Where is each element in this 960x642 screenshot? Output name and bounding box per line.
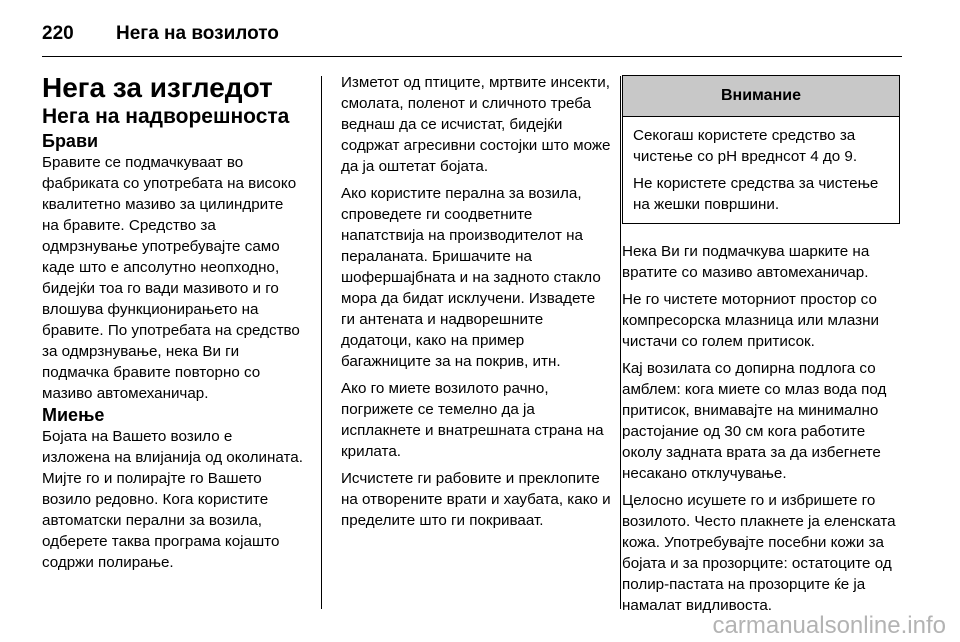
column-right <box>622 72 907 616</box>
paragraph: Целосно исушете го и избришете го возилото. Често плакнете ја еленската кожа. Употребувајте посебни кожи за бојата и за прозорците: остатоците од полир-пастата на прозорците ќе ја намалат видливоста. <box>622 492 896 614</box>
watermark-text: carmanualsonline.info <box>712 612 946 639</box>
notice-text: Секогаш користете средство за чистење со pH вреднсот 4 до 9. <box>633 127 858 165</box>
column-divider <box>321 76 322 609</box>
column-middle <box>341 72 611 531</box>
page-number: 220 <box>42 23 74 44</box>
paragraph: Изметот од птиците, мртвите инсекти, смолата, поленот и сличното треба веднаш да се исчистат, бидејќи содржат агресивни состојки што може да ја оштетат бојата. <box>341 74 611 175</box>
section-body-locks: Бравите се подмачкуваат во фабриката со употребата на високо квалитетно мазиво за цилиндрите на бравите. Средство за одмрзнување употребувајте само каде што е апсолутно неопходно, бидејќи тоа го вади мазивото и го влошува функционирањето на бравите. По употребата на средство за одмрзнување, нека Ви ги подмачка бравите повторно со мазиво автомеханичар. <box>42 154 300 402</box>
section-title-washing: Миење <box>42 405 105 425</box>
paragraph: Кај возилата со допирна подлога со амблем: кога миете со млаз вода под притисок, внимавајте на минимално растојание од 30 см кога работите околу задната врата за да избегнете несакано отклучување. <box>622 360 887 482</box>
section-body-washing: Бојата на Вашето возило е изложена на влијанија од околината. Мијте го и полирајте го Вашето возило редовно. Кога користите автоматски перални за возила, одберете таква програма којашто содржи полирање. <box>42 428 303 571</box>
paragraph: Ако користите перална за возила, спроведете ги соодветните напатствија на производителот на пераланата. Бришачите на шофершајбната и на задното стакло мора да бидат исклучени. Извадете ги антената и надворешните додатоци, како на пример багажниците за на покрив, итн. <box>341 185 601 370</box>
paragraph: Исчистете ги рабовите и преклопите на отворените врати и хаубата, како и пределите што ги покриваат. <box>341 470 611 529</box>
column-divider <box>620 76 621 609</box>
header-rule <box>42 56 902 57</box>
notice-body <box>623 117 899 223</box>
sub-heading: Нега на надворешноста <box>42 105 290 128</box>
column-left <box>42 72 304 573</box>
notice-box <box>622 75 900 224</box>
main-heading: Нега за изгледот <box>42 72 273 103</box>
paragraph: Не го чистете моторниот простор со компресорска млазница или млазни чистачи со голем притисок. <box>622 291 879 350</box>
section-title-locks: Брави <box>42 131 99 151</box>
notice-text: Не користете средства за чистење на жешки површини. <box>633 175 879 213</box>
paragraph: Ако го миете возилото рачно, погрижете се темелно да ја исплакнете и внатрешната страна на крилата. <box>341 380 604 460</box>
chapter-title: Нега на возилото <box>116 23 279 44</box>
paragraph: Нека Ви ги подмачкува шарките на вратите со мазиво автомеханичар. <box>622 243 870 281</box>
notice-title: Внимание <box>623 76 899 117</box>
